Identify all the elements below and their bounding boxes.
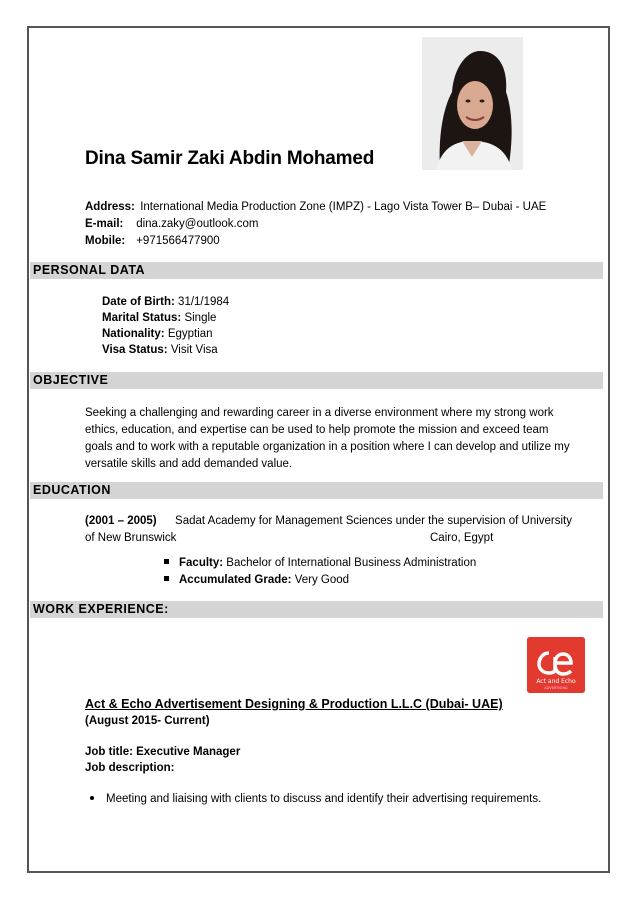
objective-line: Seeking a challenging and rewarding career in a diverse environment where my strong work [85, 407, 554, 419]
visa-value: Visit Visa [170, 344, 218, 356]
grade-label: Accumulated Grade: [179, 574, 292, 586]
mobile-value: +971566477900 [136, 235, 220, 247]
marital-value: Single [184, 312, 217, 324]
nationality-line [102, 328, 213, 340]
visa-line [102, 344, 218, 356]
nationality-label: Nationality: [102, 328, 165, 340]
portrait-image [422, 37, 523, 170]
section-objective: OBJECTIVE [30, 372, 603, 389]
job-bullet-text: Meeting and liaising with clients to discuss and identify their advertising requirements. [106, 793, 542, 805]
job-title: Job title: Executive Manager [85, 746, 241, 758]
address-label: Address: [85, 201, 135, 213]
profile-photo [422, 37, 523, 170]
address-line [85, 201, 546, 213]
dob-label: Date of Birth: [102, 296, 175, 308]
square-bullet-icon [164, 559, 169, 564]
address-value: International Media Production Zone (IMPZ) - Lago Vista Tower B– Dubai - UAE [140, 201, 547, 213]
objective-paragraph [85, 405, 595, 473]
section-education: EDUCATION [30, 482, 603, 499]
faculty-bullet [164, 557, 476, 569]
logo-text: Act and Echo [536, 678, 576, 685]
bullet-dot-icon [90, 796, 94, 800]
education-location: Cairo, Egypt [430, 532, 494, 544]
nationality-value: Egyptian [167, 328, 213, 340]
logo-subtext: ADVERTISING [544, 686, 568, 690]
objective-line: ethics, education, and expertise can be used to help promote the mission and exceed team [85, 424, 549, 436]
email-value: dina.zaky@outlook.com [136, 218, 259, 230]
work-period: (August 2015- Current) [85, 715, 210, 727]
mobile-line [85, 235, 220, 247]
marital-label: Marital Status: [102, 312, 182, 324]
candidate-name: Dina Samir Zaki Abdin Mohamed [85, 148, 375, 169]
section-personal-data: PERSONAL DATA [30, 262, 603, 279]
company-logo [527, 637, 585, 693]
education-years: (2001 – 2005) [85, 515, 157, 527]
education-institution: Sadat Academy for Management Sciences under the supervision of University [175, 515, 572, 527]
faculty-value: Bachelor of International Business Administration [226, 557, 477, 569]
act-echo-logo-icon [527, 637, 585, 693]
grade-value: Very Good [294, 574, 350, 586]
job-bullet-item [90, 793, 541, 805]
mobile-label: Mobile: [85, 235, 126, 247]
marital-line [102, 312, 216, 324]
faculty-label: Faculty: [179, 557, 224, 569]
square-bullet-icon [164, 576, 169, 581]
dob-value: 31/1/1984 [178, 296, 230, 308]
company-name: Act & Echo Advertisement Designing & Production L.L.C (Dubai- UAE) [85, 697, 503, 711]
email-line [85, 218, 258, 230]
visa-label: Visa Status: [102, 344, 168, 356]
objective-line: versatile skills and add demanded value. [85, 458, 293, 470]
email-label: E-mail: [85, 218, 124, 230]
objective-line: goals and to work with a reputable organization in a position where I can develop and utilize my [85, 441, 570, 453]
education-university: of New Brunswick [85, 532, 177, 544]
dob-line [102, 296, 229, 308]
education-entry [85, 513, 595, 547]
grade-bullet [164, 574, 349, 586]
section-work-experience: WORK EXPERIENCE: [30, 601, 603, 618]
job-description-label: Job description: [85, 762, 175, 774]
